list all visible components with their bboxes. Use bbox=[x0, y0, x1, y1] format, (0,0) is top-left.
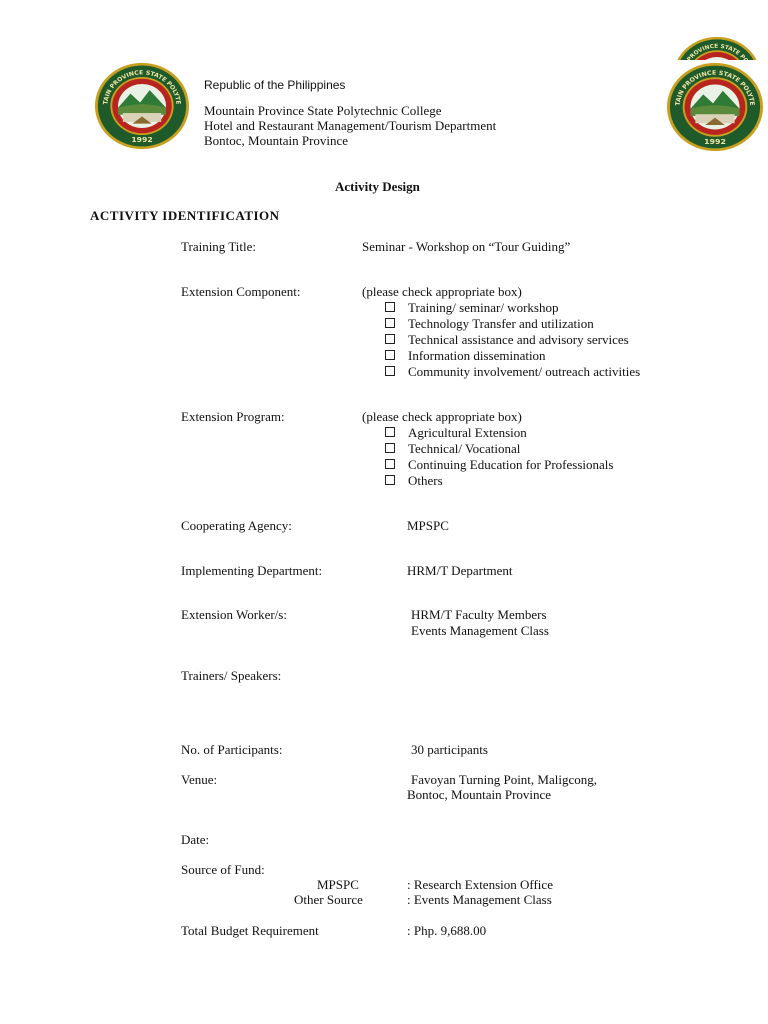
college-seal-right-logo bbox=[666, 62, 764, 152]
checkbox[interactable] bbox=[385, 443, 395, 453]
program-option-label: Others bbox=[408, 473, 443, 488]
checkbox[interactable] bbox=[385, 318, 395, 328]
checkbox[interactable] bbox=[385, 475, 395, 485]
program-option bbox=[385, 473, 443, 489]
extension-program-label: Extension Program: bbox=[181, 409, 285, 424]
fund-source-value: : Research Extension Office bbox=[407, 877, 553, 892]
cooperating-agency-value: MPSPC bbox=[407, 518, 449, 533]
fund-source-name: Other Source bbox=[294, 892, 363, 907]
component-option-label: Information dissemination bbox=[408, 348, 546, 363]
venue-label: Venue: bbox=[181, 772, 218, 787]
participants-label: No. of Participants: bbox=[181, 742, 283, 757]
program-option-label: Continuing Education for Professionals bbox=[408, 457, 614, 472]
program-option bbox=[385, 441, 520, 457]
implementing-department-label: Implementing Department: bbox=[181, 563, 323, 578]
program-option bbox=[385, 457, 613, 473]
training-title-label: Training Title: bbox=[181, 239, 257, 254]
training-title-value: Seminar - Workshop on “Tour Guiding” bbox=[362, 239, 571, 254]
checkbox[interactable] bbox=[385, 350, 395, 360]
department-name: Hotel and Restaurant Management/Tourism Department bbox=[204, 118, 497, 133]
institution-name: Mountain Province State Polytechnic College bbox=[204, 103, 442, 118]
college-seal-left-logo bbox=[94, 62, 190, 150]
checkbox[interactable] bbox=[385, 366, 395, 376]
component-option bbox=[385, 332, 629, 348]
extension-workers-label: Extension Worker/s: bbox=[181, 607, 287, 622]
program-option-label: Technical/ Vocational bbox=[408, 441, 521, 456]
implementing-department-value: HRM/T Department bbox=[407, 563, 513, 578]
cooperating-agency-label: Cooperating Agency: bbox=[181, 518, 292, 533]
extension-component-instruction: (please check appropriate box) bbox=[362, 284, 522, 299]
component-option-label: Technology Transfer and utilization bbox=[408, 316, 594, 331]
component-option-label: Community involvement/ outreach activities bbox=[408, 364, 641, 379]
program-option bbox=[385, 425, 527, 441]
country-heading: Republic of the Philippines bbox=[204, 78, 346, 92]
component-option bbox=[385, 316, 594, 332]
component-option bbox=[385, 364, 640, 380]
extension-worker-value: HRM/T Faculty Members bbox=[411, 607, 547, 622]
trainers-label: Trainers/ Speakers: bbox=[181, 668, 282, 683]
component-option-label: Technical assistance and advisory services bbox=[408, 332, 629, 347]
section-heading: ACTIVITY IDENTIFICATION bbox=[90, 208, 280, 223]
checkbox[interactable] bbox=[385, 459, 395, 469]
venue-value-line1: Favoyan Turning Point, Maligcong, bbox=[411, 772, 597, 787]
extension-worker-value: Events Management Class bbox=[411, 623, 549, 638]
component-option bbox=[385, 300, 558, 316]
checkbox[interactable] bbox=[385, 427, 395, 437]
college-seal-partial-logo bbox=[672, 36, 762, 60]
checkbox[interactable] bbox=[385, 302, 395, 312]
total-budget-value: : Php. 9,688.00 bbox=[407, 923, 487, 938]
program-option-label: Agricultural Extension bbox=[408, 425, 527, 440]
extension-program-instruction: (please check appropriate box) bbox=[362, 409, 522, 424]
source-of-fund-label: Source of Fund: bbox=[181, 862, 265, 877]
date-label: Date: bbox=[181, 832, 210, 847]
component-option bbox=[385, 348, 546, 364]
institution-location: Bontoc, Mountain Province bbox=[204, 133, 349, 148]
checkbox[interactable] bbox=[385, 334, 395, 344]
fund-source-name: MPSPC bbox=[317, 877, 359, 892]
total-budget-label: Total Budget Requirement bbox=[181, 923, 319, 938]
fund-source-value: : Events Management Class bbox=[407, 892, 552, 907]
participants-value: 30 participants bbox=[411, 742, 488, 757]
document-title: Activity Design bbox=[335, 179, 420, 194]
venue-value-line2: Bontoc, Mountain Province bbox=[407, 787, 552, 802]
extension-component-label: Extension Component: bbox=[181, 284, 301, 299]
component-option-label: Training/ seminar/ workshop bbox=[408, 300, 559, 315]
